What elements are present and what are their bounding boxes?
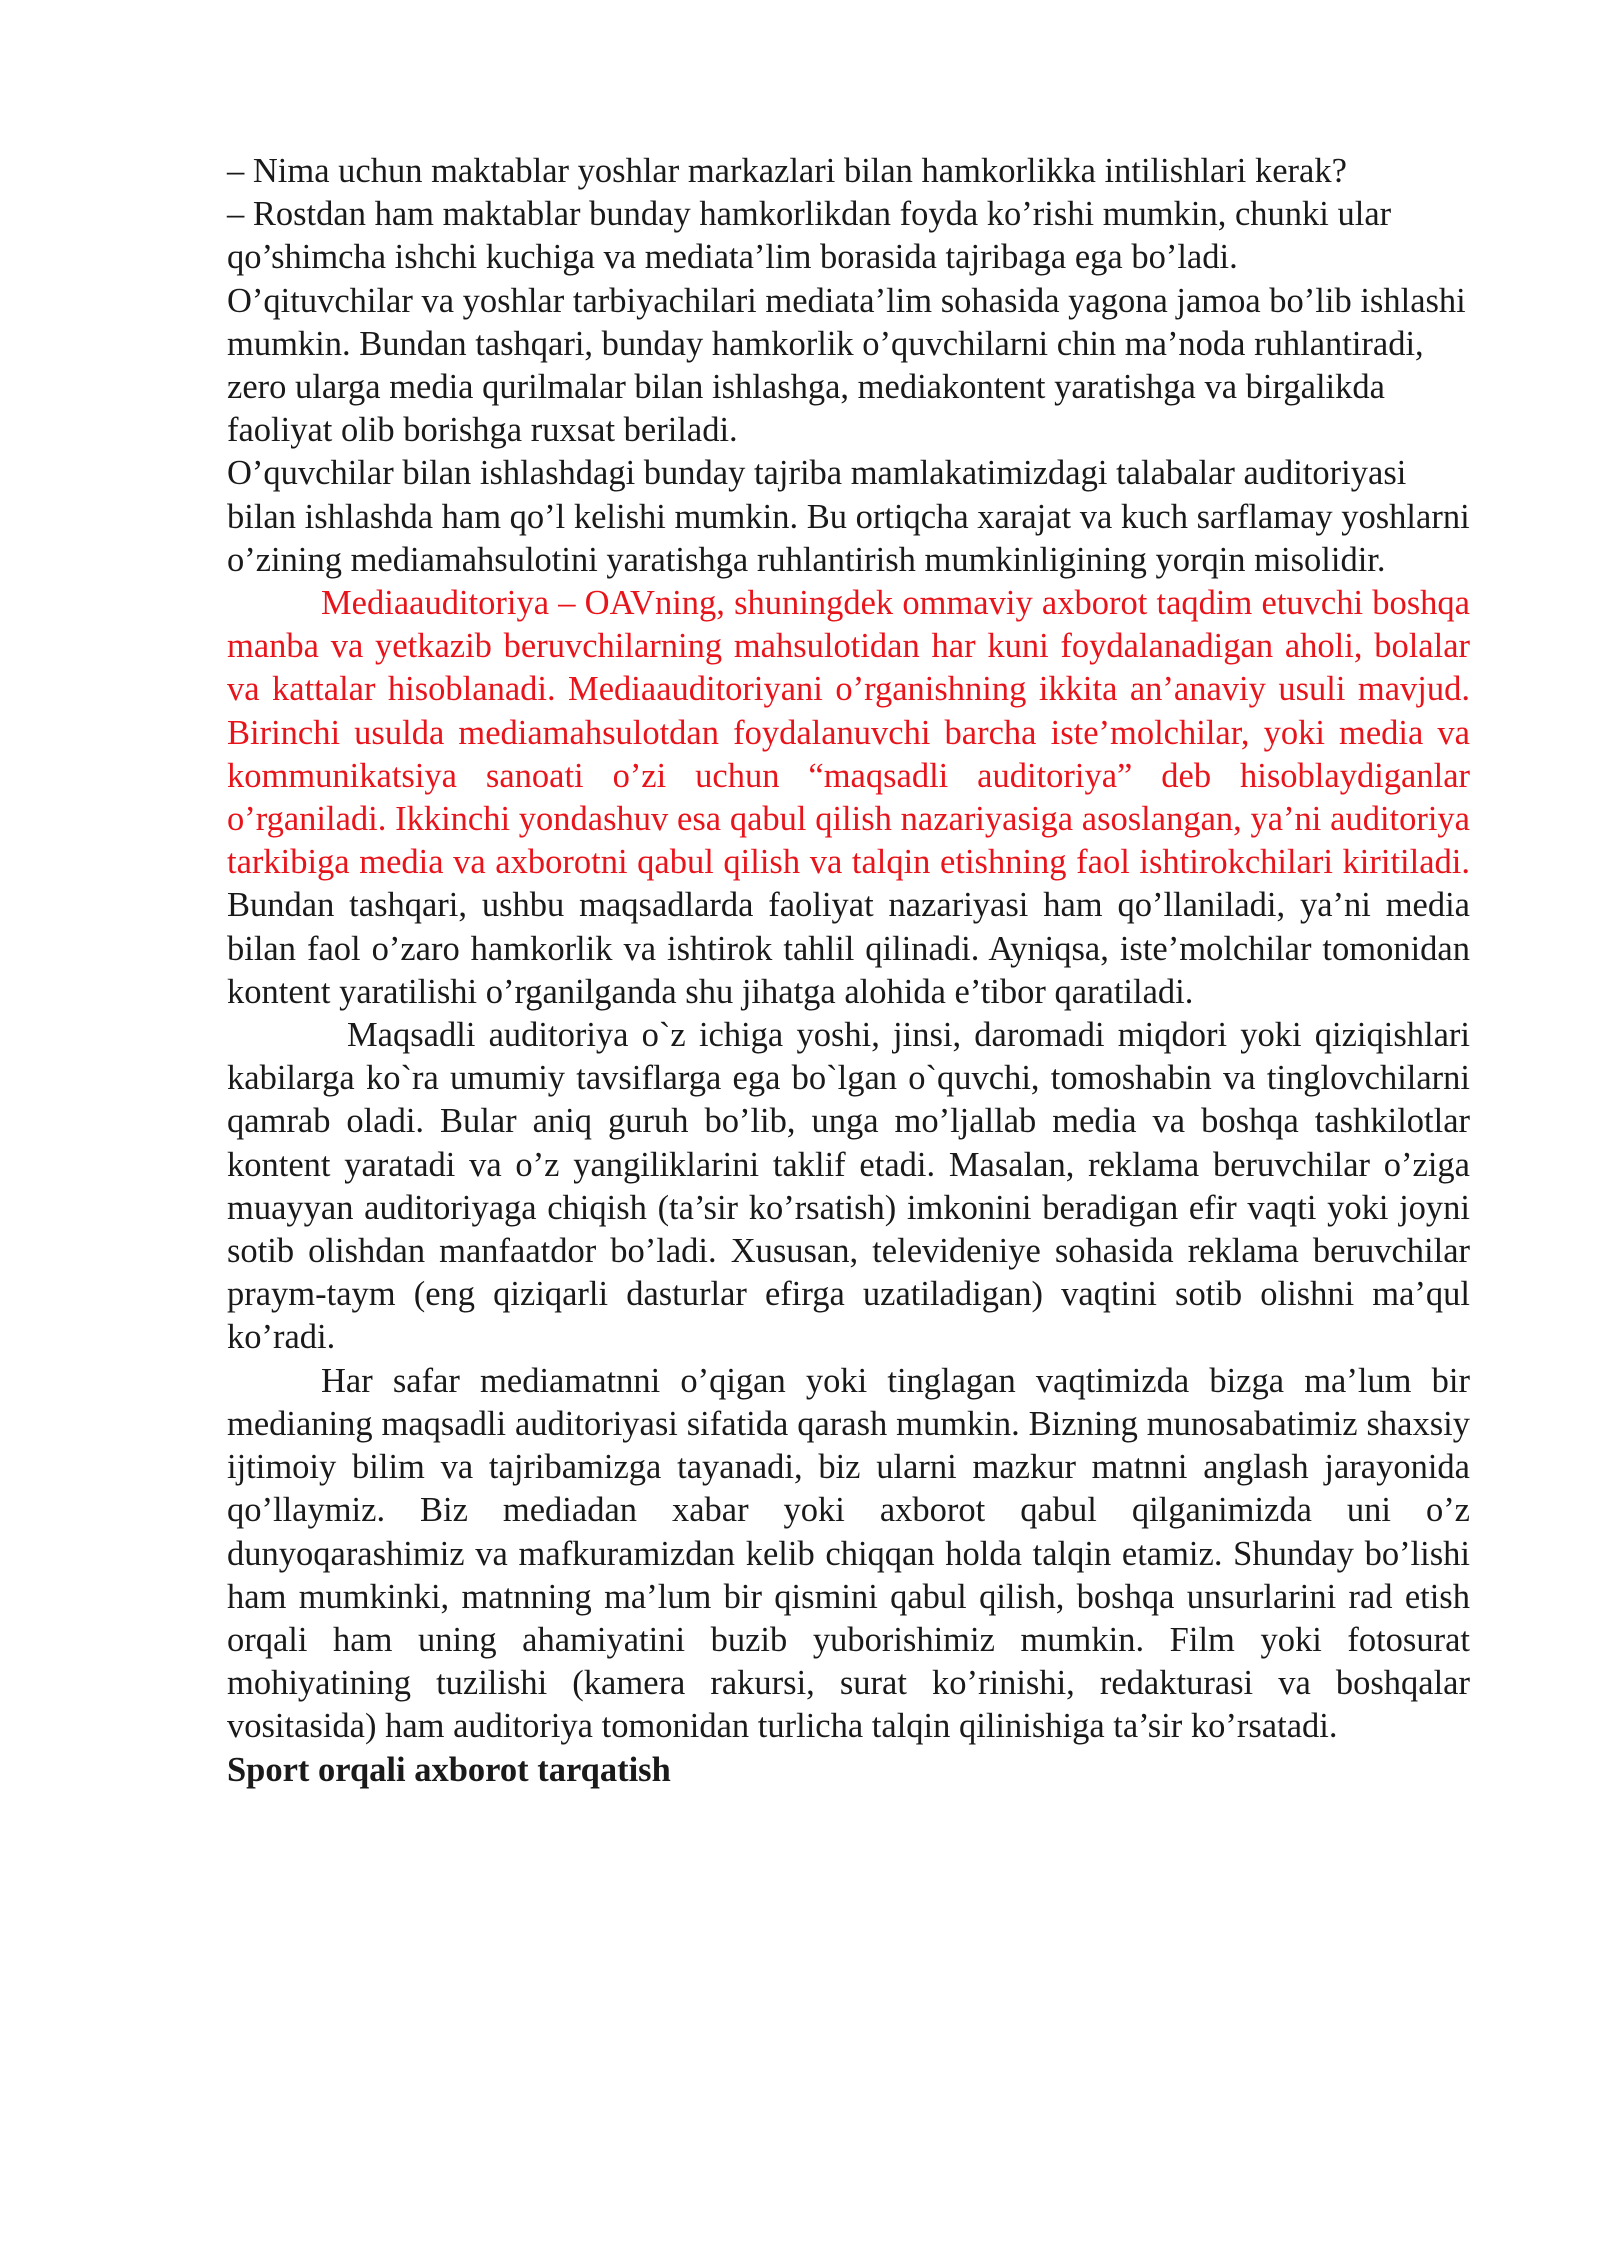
answer-paragraph: – Rostdan ham maktablar bunday hamkorlikdan foyda ko’rishi mumkin, chunki ular qo’shimcha ishchi kuchiga va mediata’lim borasida tajribaga ega bo’ladi. bbox=[227, 195, 1392, 277]
students-experience-paragraph: O’quvchilar bilan ishlashdagi bunday tajriba mamlakatimizdagi talabalar auditoriyasi bilan ishlashda ham qo’l kelishi mumkin. Bu ortiqcha xarajat va kuch sarflamay yoshlarni o’zining mediamahsulotini yaratishga ruhlantirish mumkinligining yorqin misolidir. bbox=[227, 454, 1470, 579]
mediaauditoriya-paragraph bbox=[227, 582, 1470, 1014]
target-audience-paragraph: Maqsadli auditoriya o`z ichiga yoshi, jinsi, daromadi miqdori yoki qiziqishlari kabilarga ko`ra umumiy tavsiflarga ega bo`lgan o`quvchi, tomoshabin va tinglovchilarni qamrab oladi. Bular aniq guruh bo’lib, unga mo’ljallab media va boshqa tashkilotlar kontent yaratadi va o’z yangiliklarini taklif etadi. Masalan, reklama beruvchilar o’ziga muayyan auditoriyaga chiqish (ta’sir ko’rsatish) imkonini beradigan efir vaqti yoki joyni sotib olishdan manfaatdor bo’ladi. Xususan, televideniye sohasida reklama beruvchilar praym-taym (eng qiziqarli dasturlar efirga uzatiladigan) vaqtini sotib olishni ma’qul ko’radi. bbox=[227, 1016, 1470, 1357]
section-heading: Sport orqali axborot tarqatish bbox=[227, 1750, 671, 1789]
question-paragraph: – Nima uchun maktablar yoshlar markazlari bilan hamkorlikka intilishlari kerak? bbox=[227, 152, 1347, 190]
mediatext-paragraph: Har safar mediamatnni o’qigan yoki tinglagan vaqtimizda bizga ma’lum bir medianing maqsadli auditoriyasi sifatida qarash mumkin. Bizning munosabatimiz shaxsiy ijtimoiy bilim va tajribamizga tayanadi, biz ularni mazkur matnni anglash jarayonida qo’llaymiz. Biz mediadan xabar yoki axborot qabul qilganimizda uni o’z dunyoqarashimiz va mafkuramizdan kelib chiqqan holda talqin etamiz. Shunday bo’lishi ham mumkinki, matnning ma’lum bir qismini qabul qilish, boshqa unsurlarini rad etish orqali ham uning ahamiyatini buzib yuborishimiz mumkin. Film yoki fotosurat mohiyatining tuzilishi (kamera rakursi, surat ko’rinishi, redakturasi va boshqalar vositasida) ham auditoriya tomonidan turlicha talqin qilinishiga ta’sir ko’rsatadi. bbox=[227, 1361, 1470, 1746]
mediaauditoriya-definition-highlight: Mediaauditoriya – OAVning, shuningdek ommaviy axborot taqdim etuvchi boshqa manba va yetkazib beruvchilarning mahsulotidan har kuni foydalanadigan aholi, bolalar va kattalar hisoblanadi. Mediaauditoriyani o’rganishning ikkita an’anaviy usuli mavjud. Birinchi usulda mediamahsulotdan foydalanuvchi barcha iste’molchilar, yoki media va kommunikatsiya sanoati o’zi uchun “maqsadli auditoriya” deb hisoblaydiganlar o’rganiladi. Ikkinchi yondashuv esa qabul qilish nazariyasiga asoslangan, ya’ni auditoriya tarkibiga media va axborotni qabul qilish va talqin etishning faol ishtirokchilari kiritiladi. bbox=[227, 584, 1470, 882]
teachers-paragraph: O’qituvchilar va yoshlar tarbiyachilari mediata’lim sohasida yagona jamoa bo’lib ishlashi mumkin. Bundan tashqari, bunday hamkorlik o’quvchilarni chin ma’noda ruhlantiradi, zero ularga media qurilmalar bilan ishlashga, mediakontent yaratishga va birgalikda faoliyat olib borishga ruxsat beriladi. bbox=[227, 281, 1466, 450]
mediaauditoriya-paragraph-continuation: Bundan tashqari, ushbu maqsadlarda faoliyat nazariyasi ham qo’llaniladi, ya’ni media bilan faol o’zaro hamkorlik va ishtirok tahlil qilinadi. Ayniqsa, iste’molchilar tomonidan kontent yaratilishi o’rganilganda shu jihatga alohida e’tibor qaratiladi. bbox=[227, 886, 1470, 1011]
document-page bbox=[227, 150, 1470, 1792]
